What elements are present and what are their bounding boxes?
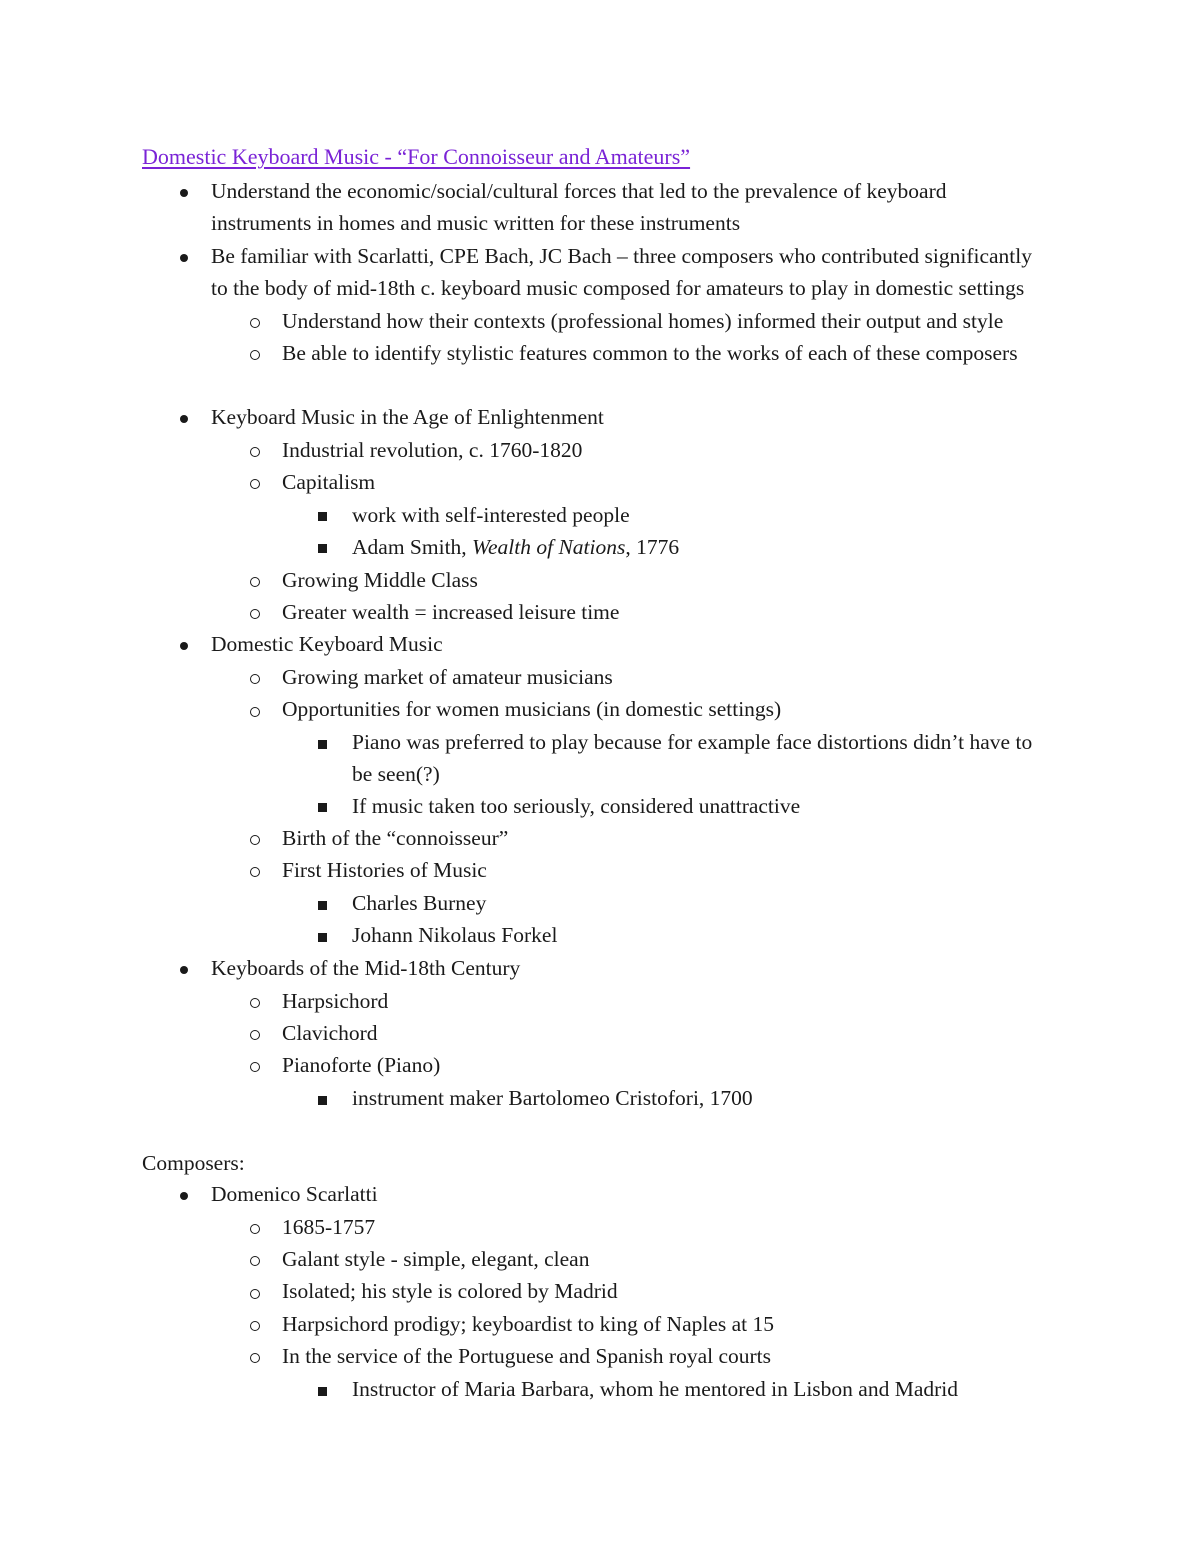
bullet-circle [250, 707, 260, 717]
bullet-disc [180, 1192, 188, 1200]
keyboard-type: Harpsichord [282, 989, 389, 1013]
scarlatti-fact: Harpsichord prodigy; keyboardist to king of Naples at 15 [282, 1312, 775, 1336]
adam-smith-pre: Adam Smith, [352, 535, 473, 559]
adam-smith-post: , 1776 [625, 535, 680, 559]
scarlatti-fact: Isolated; his style is colored by Madrid [282, 1279, 618, 1303]
greater-wealth: Greater wealth = increased leisure time [282, 600, 620, 624]
bullet-disc [180, 642, 188, 650]
bullet-circle [250, 998, 260, 1008]
bullet-circle [250, 447, 260, 457]
bullet-disc [180, 966, 188, 974]
bullet-circle [250, 1062, 260, 1072]
piano-preferred-cont: be seen(?) [352, 762, 440, 786]
page-title[interactable]: Domestic Keyboard Music - “For Connoisseur and Amateurs” [142, 144, 691, 169]
piano-preferred: Piano was preferred to play because for example face distortions didn’t have to [352, 730, 1033, 754]
bullet-disc [180, 189, 188, 197]
adam-smith [352, 531, 679, 563]
historian: Johann Nikolaus Forkel [352, 923, 558, 947]
bullet-circle [250, 350, 260, 360]
domestic-heading: Domestic Keyboard Music [211, 632, 443, 656]
bullet-circle [250, 1289, 260, 1299]
bullet-circle [250, 609, 260, 619]
bullet-square [318, 901, 327, 910]
scarlatti-fact: In the service of the Portuguese and Spanish royal courts [282, 1344, 771, 1368]
bullet-square [318, 803, 327, 812]
instrument-maker: instrument maker Bartolomeo Cristofori, 1700 [352, 1086, 753, 1110]
enlightenment-heading: Keyboard Music in the Age of Enlightenment [211, 405, 604, 429]
objective-line: Understand the economic/social/cultural forces that led to the prevalence of keyboard [211, 179, 947, 203]
objective-subline: Be able to identify stylistic features common to the works of each of these composers [282, 341, 1018, 365]
amateur-market: Growing market of amateur musicians [282, 665, 613, 689]
capitalism: Capitalism [282, 470, 376, 494]
capitalism-item: work with self-interested people [352, 503, 630, 527]
bullet-square [318, 544, 327, 553]
maria-barbara: Instructor of Maria Barbara, whom he mentored in Lisbon and Madrid [352, 1377, 959, 1401]
composer-scarlatti: Domenico Scarlatti [211, 1182, 378, 1206]
women-musicians: Opportunities for women musicians (in domestic settings) [282, 697, 782, 721]
bullet-circle [250, 867, 260, 877]
objective-subline: Understand how their contexts (professional homes) informed their output and style [282, 309, 1004, 333]
wealth-of-nations: Wealth of Nations [472, 535, 626, 559]
connoisseur-birth: Birth of the “connoisseur” [282, 826, 509, 850]
historian: Charles Burney [352, 891, 487, 915]
middle-class: Growing Middle Class [282, 568, 478, 592]
bullet-square [318, 740, 327, 749]
bullet-circle [250, 1030, 260, 1040]
scarlatti-fact: Galant style - simple, elegant, clean [282, 1247, 590, 1271]
bullet-circle [250, 1224, 260, 1234]
objective-line: Be familiar with Scarlatti, CPE Bach, JC Bach – three composers who contributed significantly [211, 244, 1032, 268]
bullet-square [318, 933, 327, 942]
keyboard-type: Clavichord [282, 1021, 378, 1045]
objective-line: instruments in homes and music written for these instruments [211, 211, 741, 235]
bullet-square [318, 1096, 327, 1105]
composers-heading: Composers: [142, 1151, 245, 1175]
scarlatti-fact: 1685-1757 [282, 1215, 376, 1239]
bullet-circle [250, 835, 260, 845]
first-histories: First Histories of Music [282, 858, 487, 882]
bullet-circle [250, 1353, 260, 1363]
bullet-circle [250, 1321, 260, 1331]
bullet-disc [180, 415, 188, 423]
bullet-square [318, 512, 327, 521]
music-serious: If music taken too seriously, considered unattractive [352, 794, 801, 818]
objective-line: to the body of mid-18th c. keyboard music composed for amateurs to play in domestic settings [211, 276, 1025, 300]
keyboards-heading: Keyboards of the Mid-18th Century [211, 956, 521, 980]
bullet-circle [250, 577, 260, 587]
bullet-square [318, 1387, 327, 1396]
bullet-disc [180, 254, 188, 262]
bullet-circle [250, 674, 260, 684]
bullet-circle [250, 479, 260, 489]
bullet-circle [250, 1256, 260, 1266]
keyboard-type: Pianoforte (Piano) [282, 1053, 441, 1077]
industrial-revolution: Industrial revolution, c. 1760-1820 [282, 438, 583, 462]
bullet-circle [250, 318, 260, 328]
